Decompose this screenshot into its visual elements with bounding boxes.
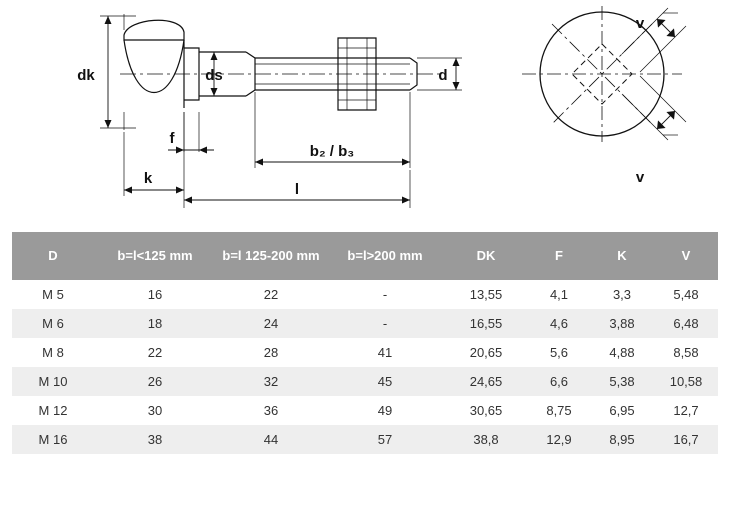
cell-v: 6,48 <box>673 316 699 331</box>
cell-b1: 22 <box>147 345 163 360</box>
column-header-k: K <box>590 232 654 280</box>
cell-dk: 30,65 <box>469 403 503 418</box>
cell-f: 6,6 <box>549 374 569 389</box>
cell-b2: 22 <box>263 287 279 302</box>
table-header-row <box>12 232 718 280</box>
label-l: l <box>294 181 300 198</box>
cell-b1: 30 <box>147 403 163 418</box>
cell-k: 4,88 <box>609 345 635 360</box>
table-row <box>12 425 718 454</box>
cell-d: M 6 <box>42 316 64 331</box>
cell-dk: 13,55 <box>469 287 503 302</box>
table-row <box>12 309 718 338</box>
label-b2-b3: b₂ / b₃ <box>309 143 355 160</box>
column-header-b-125-200: b=l 125-200 mm <box>216 232 326 280</box>
cell-v: 16,7 <box>673 432 699 447</box>
cell-d: M 12 <box>38 403 68 418</box>
column-header-f: F <box>528 232 590 280</box>
cell-k: 3,3 <box>612 287 632 302</box>
cell-b1: 26 <box>147 374 163 389</box>
cell-k: 5,38 <box>609 374 635 389</box>
cell-f: 4,1 <box>549 287 569 302</box>
dimension-table <box>12 232 718 454</box>
cell-b2: 32 <box>263 374 279 389</box>
cell-b3: 45 <box>377 374 393 389</box>
cell-v: 8,58 <box>673 345 699 360</box>
label-f: f <box>169 130 175 147</box>
cell-k: 8,95 <box>609 432 635 447</box>
cell-k: 3,88 <box>609 316 635 331</box>
column-header-b-gt200: b=l>200 mm <box>326 232 444 280</box>
cell-dk: 16,55 <box>469 316 503 331</box>
cell-f: 12,9 <box>546 432 572 447</box>
dimension-table-wrapper <box>12 232 718 454</box>
cell-f: 4,6 <box>549 316 569 331</box>
column-header-v: V <box>654 232 718 280</box>
table-row <box>12 396 718 425</box>
cell-dk: 38,8 <box>473 432 499 447</box>
bolt-drawing-svg <box>0 0 729 222</box>
cell-v: 12,7 <box>673 403 699 418</box>
column-header-b-lt125: b=l<125 mm <box>94 232 216 280</box>
cell-d: M 10 <box>38 374 68 389</box>
table-row <box>12 367 718 396</box>
cell-f: 5,6 <box>549 345 569 360</box>
table-row <box>12 338 718 367</box>
technical-drawing <box>0 0 729 222</box>
cell-b1: 18 <box>147 316 163 331</box>
cell-b1: 16 <box>147 287 163 302</box>
cell-v: 10,58 <box>669 374 703 389</box>
cell-f: 8,75 <box>546 403 572 418</box>
cell-b2: 28 <box>263 345 279 360</box>
cell-dk: 20,65 <box>469 345 503 360</box>
cell-v: 5,48 <box>673 287 699 302</box>
column-header-d: D <box>12 232 94 280</box>
cell-dk: 24,65 <box>469 374 503 389</box>
cell-b1: 38 <box>147 432 163 447</box>
label-ds: ds <box>205 67 223 84</box>
cell-d: M 16 <box>38 432 68 447</box>
cell-d: M 8 <box>42 345 64 360</box>
cell-b3: 57 <box>377 432 393 447</box>
cell-b3: 41 <box>377 345 393 360</box>
cell-b3: - <box>382 316 388 331</box>
label-k: k <box>143 170 153 187</box>
cell-b2: 44 <box>263 432 279 447</box>
label-v-bottom: v <box>635 169 645 186</box>
label-v-top: v <box>635 15 645 32</box>
cell-b2: 24 <box>263 316 279 331</box>
table-row <box>12 280 718 309</box>
cell-b3: 49 <box>377 403 393 418</box>
cell-b2: 36 <box>263 403 279 418</box>
cell-d: M 5 <box>42 287 64 302</box>
label-dk: dk <box>77 67 95 84</box>
cell-b3: - <box>382 287 388 302</box>
cell-k: 6,95 <box>609 403 635 418</box>
label-d: d <box>438 67 448 84</box>
column-header-dk: DK <box>444 232 528 280</box>
